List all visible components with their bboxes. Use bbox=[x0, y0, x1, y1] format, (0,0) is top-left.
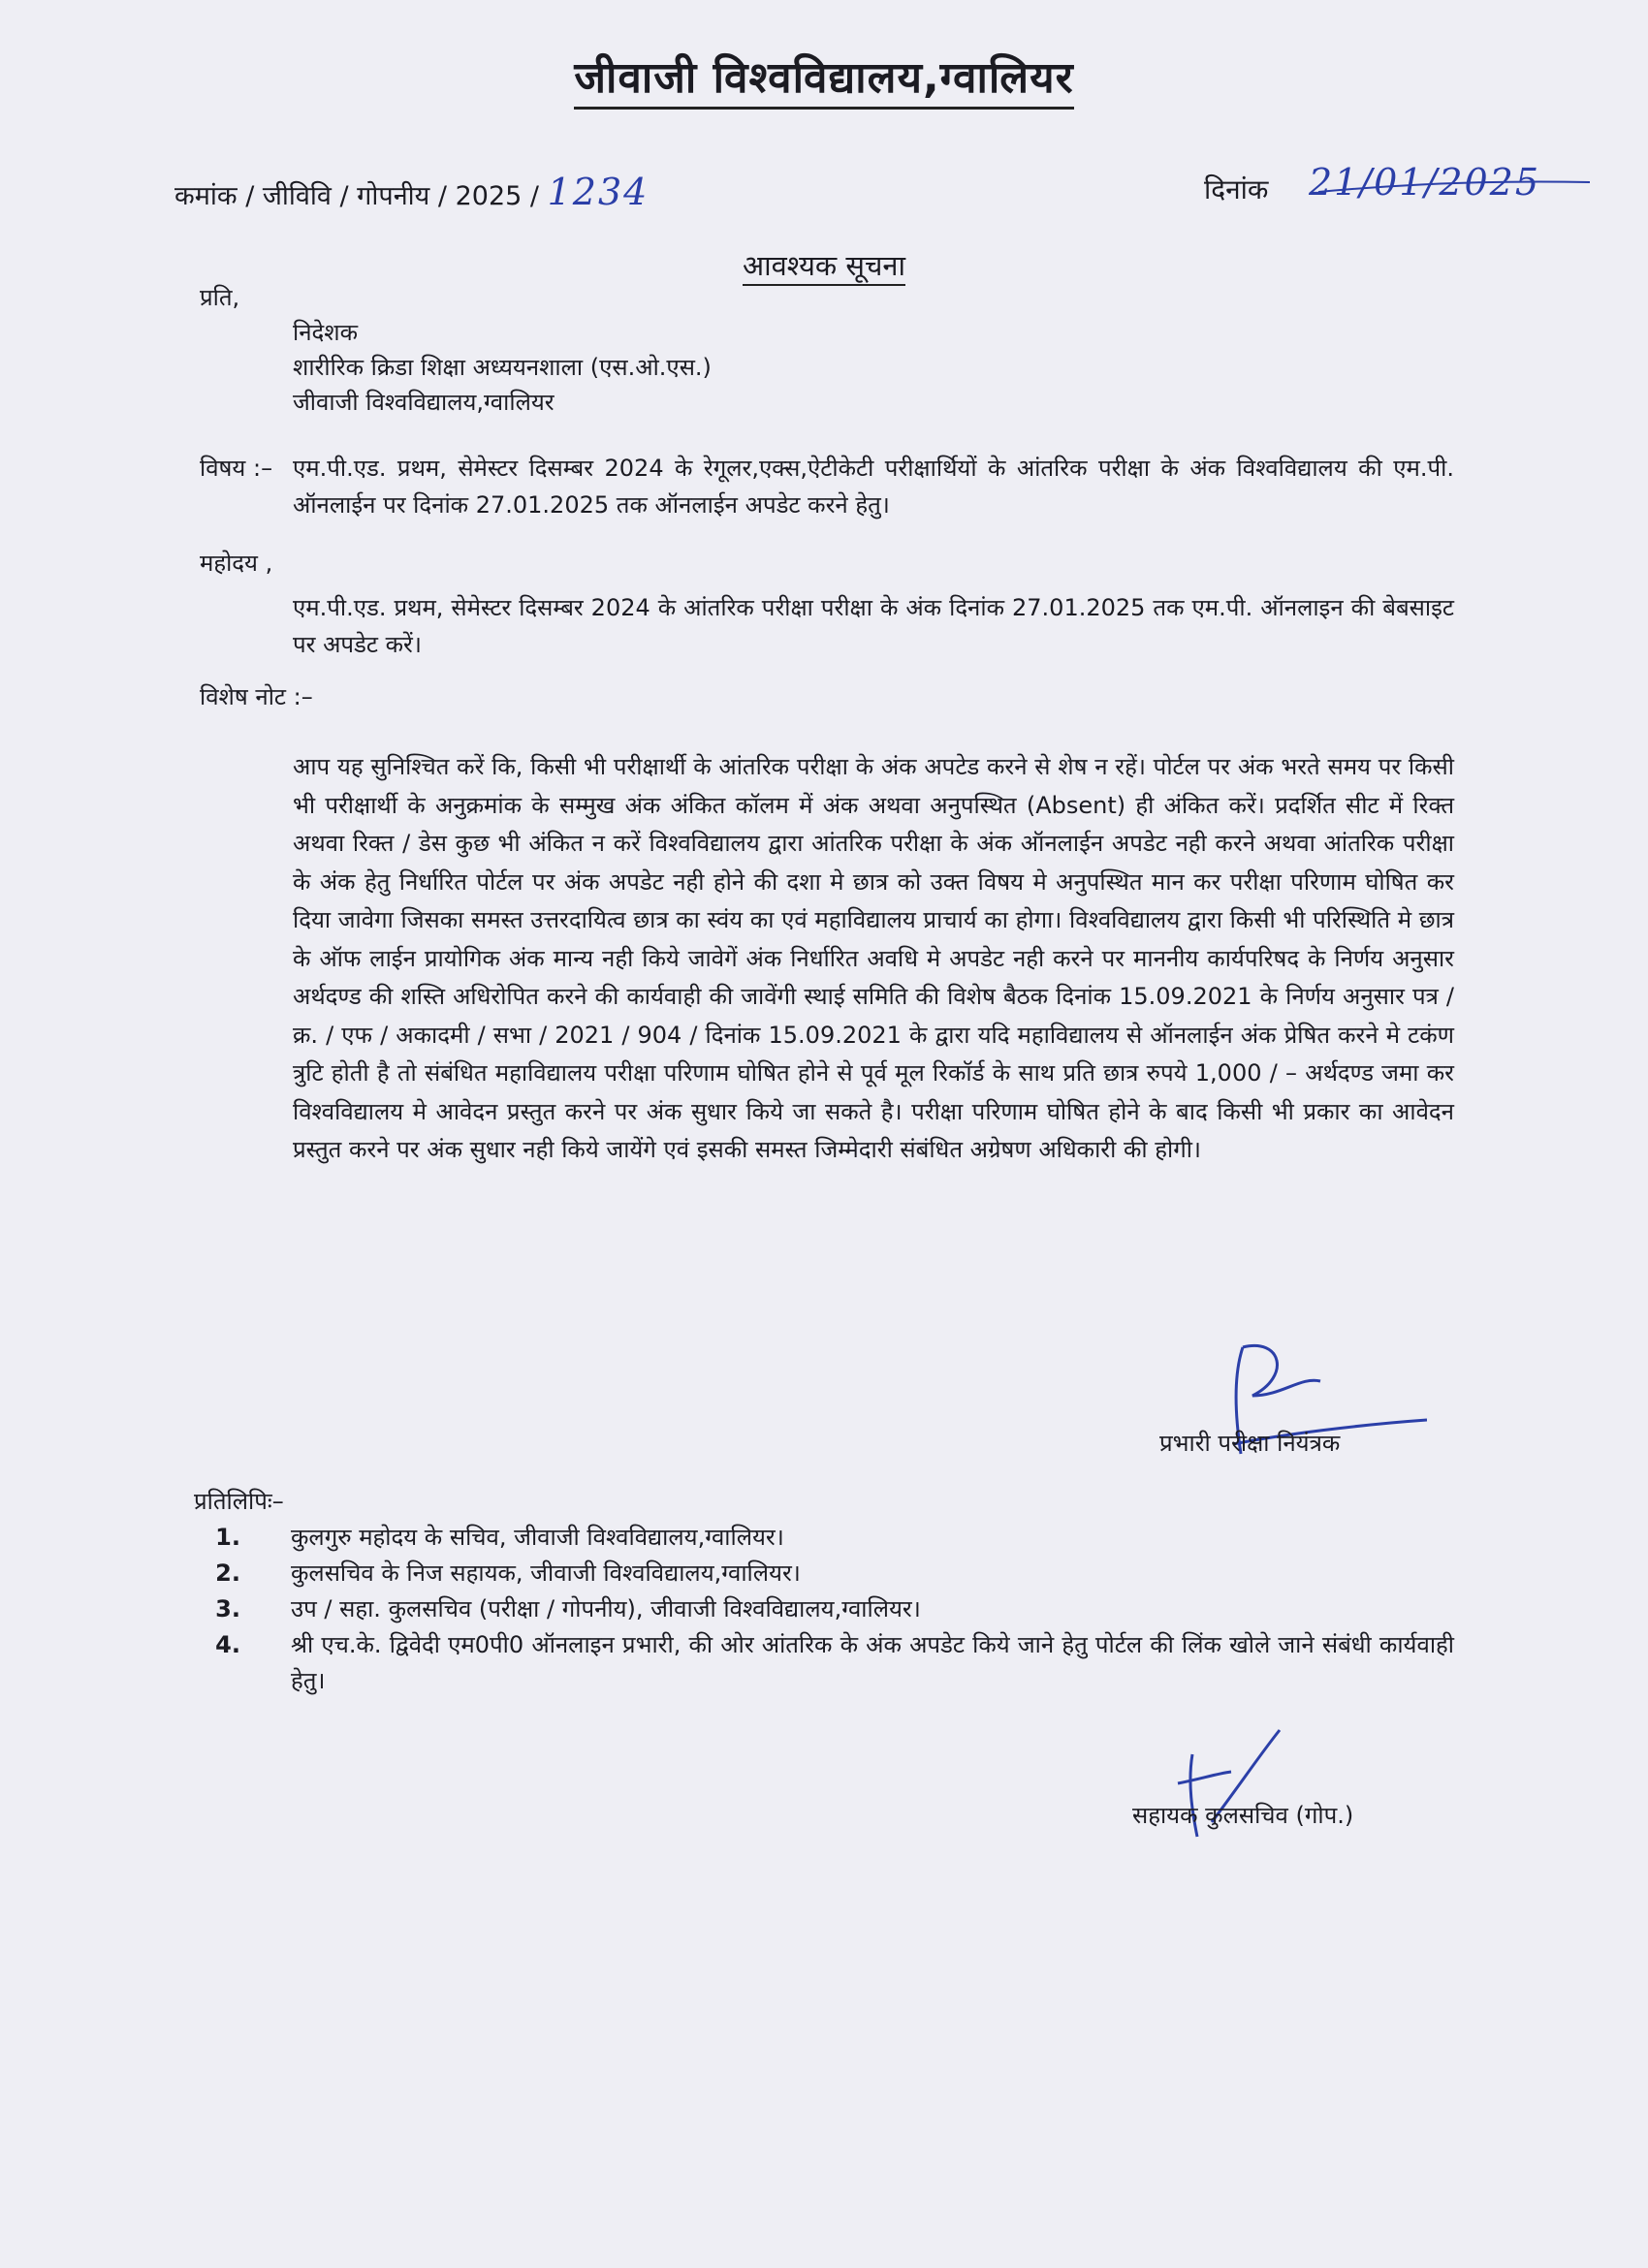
salutation: महोदय , bbox=[200, 550, 273, 577]
reference-prefix: कमांक / जीविवि / गोपनीय / 2025 / bbox=[174, 181, 539, 211]
date-label: दिनांक bbox=[1204, 173, 1269, 205]
signature-2-designation: सहायक कुलसचिव (गोप.) bbox=[1132, 1802, 1354, 1829]
addressee-line-2: शारीरिक क्रिडा शिक्षा अध्ययनशाला (एस.ओ.एस.) bbox=[293, 354, 712, 381]
addressee-line-1: निदेशक bbox=[293, 319, 359, 346]
subject-text: एम.पी.एड. प्रथम, सेमेस्टर दिसम्बर 2024 के रेगूलर,एक्स,ऐटीकेटी परीक्षार्थियों के आंतरिक परीक्षा के अंक विश्वविद्यालय की एम.पी. ऑनलाईन पर दिनांक 27.01.2025 तक ऑनलाईन अपडेट करने हेतु। bbox=[293, 455, 1454, 519]
copy-item-number: 1. bbox=[215, 1524, 240, 1551]
copy-item-text: उप / सहा. कुलसचिव (परीक्षा / गोपनीय), जीवाजी विश्वविद्यालय,ग्वालियर। bbox=[291, 1595, 921, 1622]
copy-item-text: कुलसचिव के निज सहायक, जीवाजी विश्वविद्यालय,ग्वालियर। bbox=[291, 1559, 801, 1587]
copy-item-text: कुलगुरु महोदय के सचिव, जीवाजी विश्वविद्यालय,ग्वालियर। bbox=[291, 1524, 784, 1551]
copy-item-number: 3. bbox=[215, 1595, 240, 1622]
copy-item bbox=[202, 1591, 1454, 1627]
copy-item-number: 2. bbox=[215, 1559, 240, 1587]
notice-title-text: आवश्यक सूचना bbox=[743, 249, 905, 286]
copies-label: प्रतिलिपिः– bbox=[194, 1488, 284, 1515]
to-label: प्रति, bbox=[200, 284, 240, 311]
copy-item bbox=[202, 1627, 1454, 1699]
copy-item bbox=[202, 1556, 1454, 1591]
special-note-label: विशेष नोट :– bbox=[200, 683, 313, 710]
date-underline-stroke bbox=[1309, 174, 1600, 204]
university-title bbox=[0, 47, 1648, 105]
copy-item bbox=[202, 1520, 1454, 1556]
signature-1-designation: प्रभारी परीक्षा नियंत्रक bbox=[1159, 1430, 1341, 1457]
subject-label: विषय :– bbox=[200, 455, 273, 482]
reference-number bbox=[174, 171, 649, 213]
body-paragraph: एम.पी.एड. प्रथम, सेमेस्टर दिसम्बर 2024 के आंतरिक परीक्षा परीक्षा के अंक दिनांक 27.01.2025 तक एम.पी. ऑनलाइन की बेबसाइट पर अपडेट करें। bbox=[293, 594, 1454, 658]
reference-handwritten-number: 1234 bbox=[547, 171, 650, 213]
university-name: जीवाजी विश्वविद्यालय,ग्वालियर bbox=[574, 53, 1073, 110]
addressee-line-3: जीवाजी विश्वविद्यालय,ग्वालियर bbox=[293, 389, 555, 416]
copies-list bbox=[202, 1520, 1454, 1699]
copy-item-number: 4. bbox=[215, 1631, 240, 1658]
special-note-text: आप यह सुनिश्चित करें कि, किसी भी परीक्षार्थी के आंतरिक परीक्षा के अंक अपटेड करने से शेष न रहें। पोर्टल पर अंक भरते समय पर किसी भी परीक्षार्थी के अनुक्रमांक के सम्मुख अंक अंकित कॉलम में अंक अथवा अनुपस्थित (Absent) ही अंकित करें। प्रदर्शित सीट में रिक्त अथवा रिक्त / डेस कुछ भी अंकित न करें विश्वविद्यालय द्वारा आंतरिक परीक्षा के अंक ऑनलाईन अपडेट नही करने अथवा आंतरिक परीक्षा के अंक हेतु निर्धारित पोर्टल पर अंक अपडेट नही होने की दशा मे छात्र को उक्त विषय मे अनुपस्थित मान कर परीक्षा परिणाम घोषित कर दिया जावेगा जिसका समस्त उत्तरदायित्व छात्र का स्वंय का एवं महाविद्यालय प्राचार्य का होगा। विश्वविद्यालय द्वारा किसी भी परिस्थिति मे छात्र के ऑफ लाईन प्रायोगिक अंक मान्य नही किये जावेगें अंक निर्धारित अवधि मे अपडेट नही करने पर माननीय कार्यपरिषद के निर्णय अनुसार अर्थदण्ड की शस्ति अधिरोपित करने की कार्यवाही की जावेंगी स्थाई समिति की विशेष बैठक दिनांक 15.09.2021 के निर्णय अनुसार पत्र / क्र. / एफ / अकादमी / सभा / 2021 / 904 / दिनांक 15.09.2021 के द्वारा यदि महाविद्यालय से ऑनलाईन अंक प्रेषित करने मे टकंण त्रुटि होती है तो संबंधित महाविद्यालय परीक्षा परिणाम घोषित होने से पूर्व मूल रिकॉर्ड के साथ प्रति छात्र रुपये 1,000 / – अर्थदण्ड जमा कर विश्वविद्यालय मे आवेदन प्रस्तुत करने पर अंक सुधार किये जा सकते है। परीक्षा परिणाम घोषित होने के बाद किसी भी प्रकार का आवेदन प्रस्तुत करने पर अंक सुधार नही किये जायेंगे एवं इसकी समस्त जिम्मेदारी संबंधित अग्रेषण अधिकारी की होगी। bbox=[293, 753, 1454, 1163]
notice-title bbox=[0, 246, 1648, 284]
date-handwritten: 21/01/2025 bbox=[1309, 161, 1541, 204]
copy-item-text: श्री एच.के. द्विवेदी एम0पी0 ऑनलाइन प्रभारी, की ओर आंतरिक के अंक अपडेट किये जाने हेतु पोर्टल की लिंक खोले जाने संबंधी कार्यवाही हेतु। bbox=[291, 1631, 1454, 1694]
